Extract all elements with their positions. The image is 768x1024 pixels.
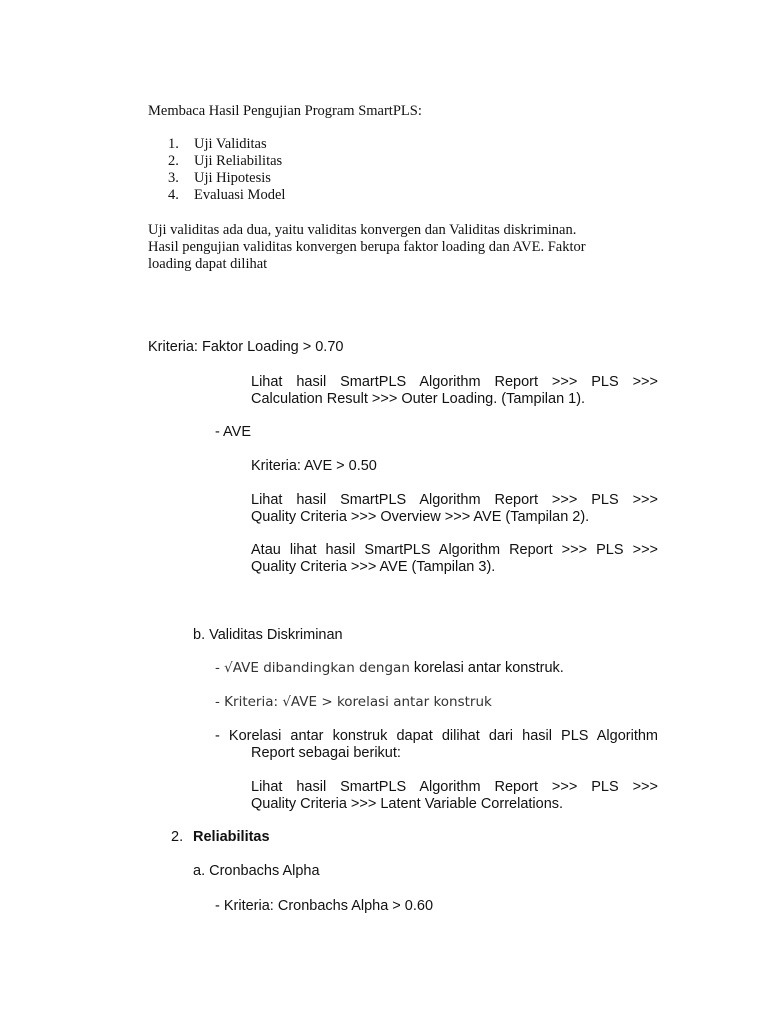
intro-paragraph [148, 222, 668, 273]
diskriminan-item-2: - Kriteria: √AVE > korelasi antar konstruk [215, 694, 492, 710]
diskriminan-instruction [251, 779, 658, 813]
intro-paragraph-line: Hasil pengujian validitas konvergen berupa faktor loading dan AVE. Faktor [148, 239, 586, 255]
list-item-label: Uji Hipotesis [194, 170, 271, 186]
list-item-number: 3. [168, 170, 179, 186]
diskriminan-item-3 [215, 728, 658, 762]
loading-instruction-line: Calculation Result >>> Outer Loading. (Tampilan 1). [251, 391, 586, 407]
diskriminan-item-1-suffix: korelasi antar konstruk. [409, 660, 564, 676]
cronbach-heading: a. Cronbachs Alpha [193, 863, 320, 879]
ave-instruction-line: Quality Criteria >>> AVE (Tampilan 3). [251, 559, 496, 575]
ave-instruction-2 [251, 542, 658, 576]
diskriminan-instruction-line: Lihat hasil SmartPLS Algorithm Report >>> PLS >>> [251, 779, 658, 795]
diskriminan-item-3-line: Report sebagai berikut: [251, 745, 401, 761]
intro-paragraph-line: Uji validitas ada dua, yaitu validitas konvergen dan Validitas diskriminan. [148, 222, 577, 238]
ave-instruction-line: Quality Criteria >>> Overview >>> AVE (Tampilan 2). [251, 509, 590, 525]
list-item-label: Uji Validitas [194, 136, 267, 152]
loading-criteria: Kriteria: Faktor Loading > 0.70 [148, 339, 344, 355]
list-item-number: 4. [168, 187, 179, 203]
ave-criteria: Kriteria: AVE > 0.50 [251, 458, 377, 474]
cronbach-criteria: - Kriteria: Cronbachs Alpha > 0.60 [215, 898, 434, 914]
ave-instruction-line: Lihat hasil SmartPLS Algorithm Report >>> PLS >>> [251, 492, 658, 508]
ave-instruction-line: Atau lihat hasil SmartPLS Algorithm Report >>> PLS >>> [251, 542, 658, 558]
diskriminan-item-1 [215, 660, 564, 677]
loading-instruction-line: Lihat hasil SmartPLS Algorithm Report >>> PLS >>> [251, 374, 658, 390]
loading-instruction [251, 374, 658, 408]
reliabilitas-heading: Reliabilitas [193, 829, 270, 845]
intro-paragraph-line: loading dapat dilihat [148, 256, 268, 272]
list-item-label: Evaluasi Model [194, 187, 286, 203]
ave-instruction-1 [251, 492, 658, 526]
diskriminan-item-3-line: - Korelasi antar konstruk dapat dilihat dari hasil PLS Algorithm [215, 728, 658, 744]
document-title: Membaca Hasil Pengujian Program SmartPLS: [148, 103, 422, 119]
diskriminan-heading: b. Validitas Diskriminan [193, 627, 343, 643]
list-item [148, 136, 285, 153]
ave-heading: - AVE [215, 424, 251, 440]
list-item-number: 2. [168, 153, 179, 169]
numbered-list [148, 136, 285, 204]
list-item-number: 1. [168, 136, 179, 152]
list-item [148, 187, 285, 204]
reliabilitas-number: 2. [171, 829, 184, 845]
list-item [148, 170, 285, 187]
list-item-label: Uji Reliabilitas [194, 153, 283, 169]
diskriminan-item-1-prefix: - √AVE dibandingkan dengan [215, 660, 410, 676]
diskriminan-instruction-line: Quality Criteria >>> Latent Variable Correlations. [251, 796, 564, 812]
list-item [148, 153, 285, 170]
